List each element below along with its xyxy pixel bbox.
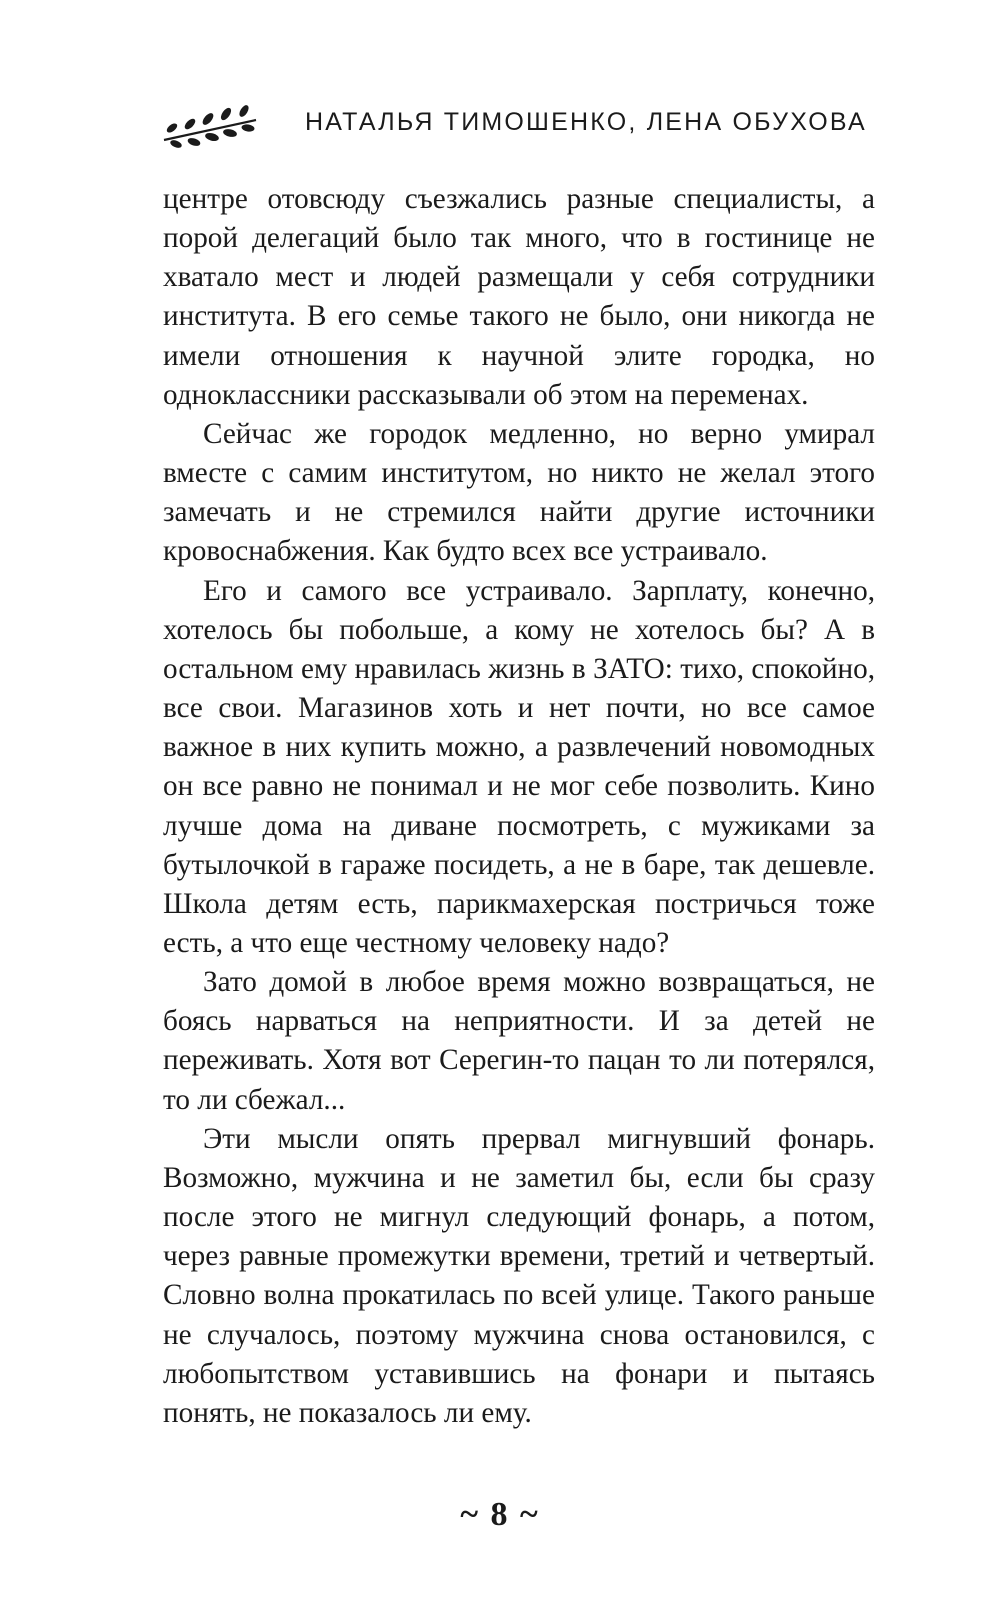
paragraph: Эти мысли опять прервал мигнувший фонарь. Возможно, мужчина и не заметил бы, если бы сразу после этого не мигнул следующий фонарь, а потом, через равные промежутки времени, третий и четвертый. Словно волна прокатилась по всей улице. Такого раньше не случалось, поэтому мужчина снова остановился, с любопытством уставившись на фонари и пытаясь понять, не показалось ли ему.: [163, 1122, 875, 1429]
paragraph: Сейчас же городок медленно, но верно умирал вместе с самим институтом, но никто не желал этого замечать и не стремился найти другие источники кровоснабжения. Как будто всех все устраивало.: [163, 417, 875, 568]
page-header: [160, 100, 867, 160]
paragraph: центре отовсюду съезжались разные специалисты, а порой делегаций было так много, что в гостинице не хватало мест и людей размещали у себя сотрудники института. В его семье такого не было, они никогда не имели отношения к научной элите городка, но одноклассники рассказывали об этом на переменах.: [163, 183, 875, 411]
running-head: НАТАЛЬЯ ТИМОШЕНКО, ЛЕНА ОБУХОВА: [305, 108, 867, 136]
paragraph: Его и самого все устраивало. Зарплату, конечно, хотелось бы побольше, а кому не хотелось бы? А в остальном ему нравилась жизнь в ЗАТО: тихо, спокойно, все свои. Магазинов хоть и нет почти, но все самое важное в них купить можно, а развлечений новомодных он все равно не понимал и не мог себе позволить. Кино лучше дома на диване посмотреть, с мужиками за бутылочкой в гараже посидеть, а не в баре, так дешевле. Школа детям есть, парикмахерская постричься тоже есть, а что еще честному человеку надо?: [163, 574, 875, 959]
paragraph: Зато домой в любое время можно возвращаться, не боясь нарваться на неприятности. И за детей не переживать. Хотя вот Серегин-то пацан то ли потерялся, то ли сбежал...: [163, 966, 875, 1116]
page-body: [163, 180, 875, 1433]
leaf-branch-ornament-icon: [160, 102, 260, 154]
page-number: ~ 8 ~: [460, 1496, 540, 1533]
